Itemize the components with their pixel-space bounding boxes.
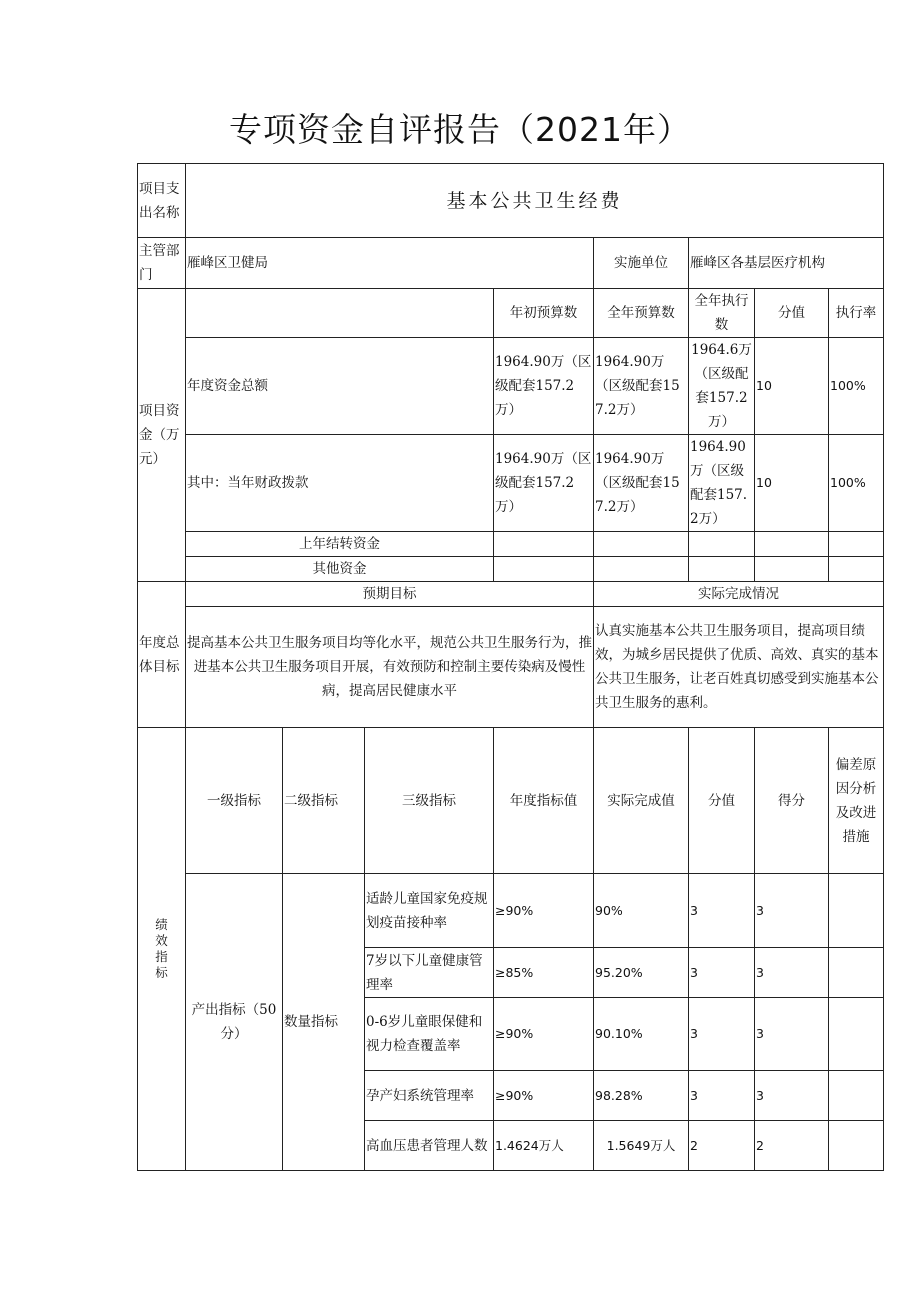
perf-row-target: ≥90%	[494, 998, 594, 1071]
perf-header-level1: 一级指标	[186, 728, 283, 874]
goals-expected-header: 预期目标	[186, 582, 594, 607]
project-label: 项目支出名称	[138, 164, 186, 238]
perf-row-score: 3	[755, 948, 829, 998]
goals-actual-header: 实际完成情况	[594, 582, 884, 607]
perf-header-score-value: 分值	[689, 728, 755, 874]
funds-row-name: 上年结转资金	[186, 532, 494, 557]
perf-row-score-value: 3	[689, 998, 755, 1071]
dept-label: 主管部门	[138, 238, 186, 289]
funds-label: 项目资金（万元）	[138, 289, 186, 582]
perf-header-level3: 三级指标	[365, 728, 494, 874]
perf-row-deviation	[829, 874, 884, 948]
perf-row-actual: 90%	[594, 874, 689, 948]
funds-row-full: 1964.90万（区级配套157.2万）	[594, 338, 689, 435]
funds-row-full: 1964.90万（区级配套157.2万）	[594, 435, 689, 532]
funds-row-name: 年度资金总额	[186, 338, 494, 435]
perf-header-score: 得分	[755, 728, 829, 874]
funds-row	[138, 338, 884, 435]
perf-row-target: ≥90%	[494, 1071, 594, 1121]
funds-row-executed: 1964.90万（区级配套157.2万）	[689, 435, 755, 532]
perf-row-deviation	[829, 1121, 884, 1171]
funds-row-initial: 1964.90万（区级配套157.2万）	[494, 338, 594, 435]
perf-row-score: 3	[755, 1071, 829, 1121]
perf-row-deviation	[829, 998, 884, 1071]
performance-label-char: 指	[155, 949, 168, 964]
perf-header-deviation: 偏差原因分析及改进措施	[829, 728, 884, 874]
perf-header-level2: 二级指标	[283, 728, 365, 874]
funds-header-score-value: 分值	[755, 289, 829, 338]
goals-expected: 提高基本公共卫生服务项目均等化水平，规范公共卫生服务行为，推进基本公共卫生服务项目开展，有效预防和控制主要传染病及慢性病，提高居民健康水平	[186, 607, 594, 728]
funds-row	[138, 435, 884, 532]
funds-header-blank	[186, 289, 494, 338]
performance-label-char: 标	[155, 965, 168, 980]
perf-row-deviation	[829, 948, 884, 998]
perf-row-actual: 1.5649万人	[594, 1121, 689, 1171]
funds-row	[138, 557, 884, 582]
funds-row-name: 其中：当年财政拨款	[186, 435, 494, 532]
perf-row-deviation	[829, 1071, 884, 1121]
funds-row-initial: 1964.90万（区级配套157.2万）	[494, 435, 594, 532]
perf-row-score: 2	[755, 1121, 829, 1171]
perf-row-score: 3	[755, 874, 829, 948]
goals-label: 年度总体目标	[138, 582, 186, 728]
impl-value: 雁峰区各基层医疗机构	[689, 238, 884, 289]
perf-row-name: 0-6岁儿童眼保健和视力检查覆盖率	[365, 998, 494, 1071]
funds-header-full: 全年预算数	[594, 289, 689, 338]
funds-row-rate: 100%	[829, 338, 884, 435]
perf-header-target: 年度指标值	[494, 728, 594, 874]
page-title: 专项资金自评报告（2021年）	[229, 110, 691, 149]
funds-row-name: 其他资金	[186, 557, 494, 582]
performance-row	[138, 874, 884, 948]
funds-header-executed: 全年执行数	[689, 289, 755, 338]
perf-row-name: 适龄儿童国家免疫规划疫苗接种率	[365, 874, 494, 948]
perf-row-target: ≥85%	[494, 948, 594, 998]
project-name: 基本公共卫生经费	[186, 164, 884, 238]
funds-row-score-value: 10	[755, 435, 829, 532]
perf-row-score-value: 3	[689, 1071, 755, 1121]
perf-row-actual: 90.10%	[594, 998, 689, 1071]
perf-row-score-value: 2	[689, 1121, 755, 1171]
perf-row-target: ≥90%	[494, 874, 594, 948]
funds-row	[138, 532, 884, 557]
funds-row-score-value: 10	[755, 338, 829, 435]
perf-row-score-value: 3	[689, 874, 755, 948]
report-table	[137, 163, 884, 1171]
perf-row-name: 孕产妇系统管理率	[365, 1071, 494, 1121]
perf-row-actual: 95.20%	[594, 948, 689, 998]
perf-level2: 数量指标	[283, 874, 365, 1171]
performance-label	[138, 728, 186, 1171]
performance-label-char: 绩	[155, 917, 168, 932]
perf-row-score: 3	[755, 998, 829, 1071]
perf-row-actual: 98.28%	[594, 1071, 689, 1121]
perf-header-actual: 实际完成值	[594, 728, 689, 874]
dept-value: 雁峰区卫健局	[186, 238, 594, 289]
perf-row-name: 高血压患者管理人数	[365, 1121, 494, 1171]
perf-row-target: 1.4624万人	[494, 1121, 594, 1171]
goals-actual: 认真实施基本公共卫生服务项目，提高项目绩效，为城乡居民提供了优质、高效、真实的基本公共卫生服务，让老百姓真切感受到实施基本公共卫生服务的惠利。	[594, 607, 884, 728]
funds-row-executed: 1964.6万（区级配套157.2万）	[689, 338, 755, 435]
perf-level1: 产出指标（50分）	[186, 874, 283, 1171]
performance-label-char: 效	[155, 933, 168, 948]
funds-header-initial: 年初预算数	[494, 289, 594, 338]
funds-row-rate: 100%	[829, 435, 884, 532]
perf-row-name: 7岁以下儿童健康管理率	[365, 948, 494, 998]
perf-row-score-value: 3	[689, 948, 755, 998]
funds-header-rate: 执行率	[829, 289, 884, 338]
impl-label: 实施单位	[594, 238, 689, 289]
